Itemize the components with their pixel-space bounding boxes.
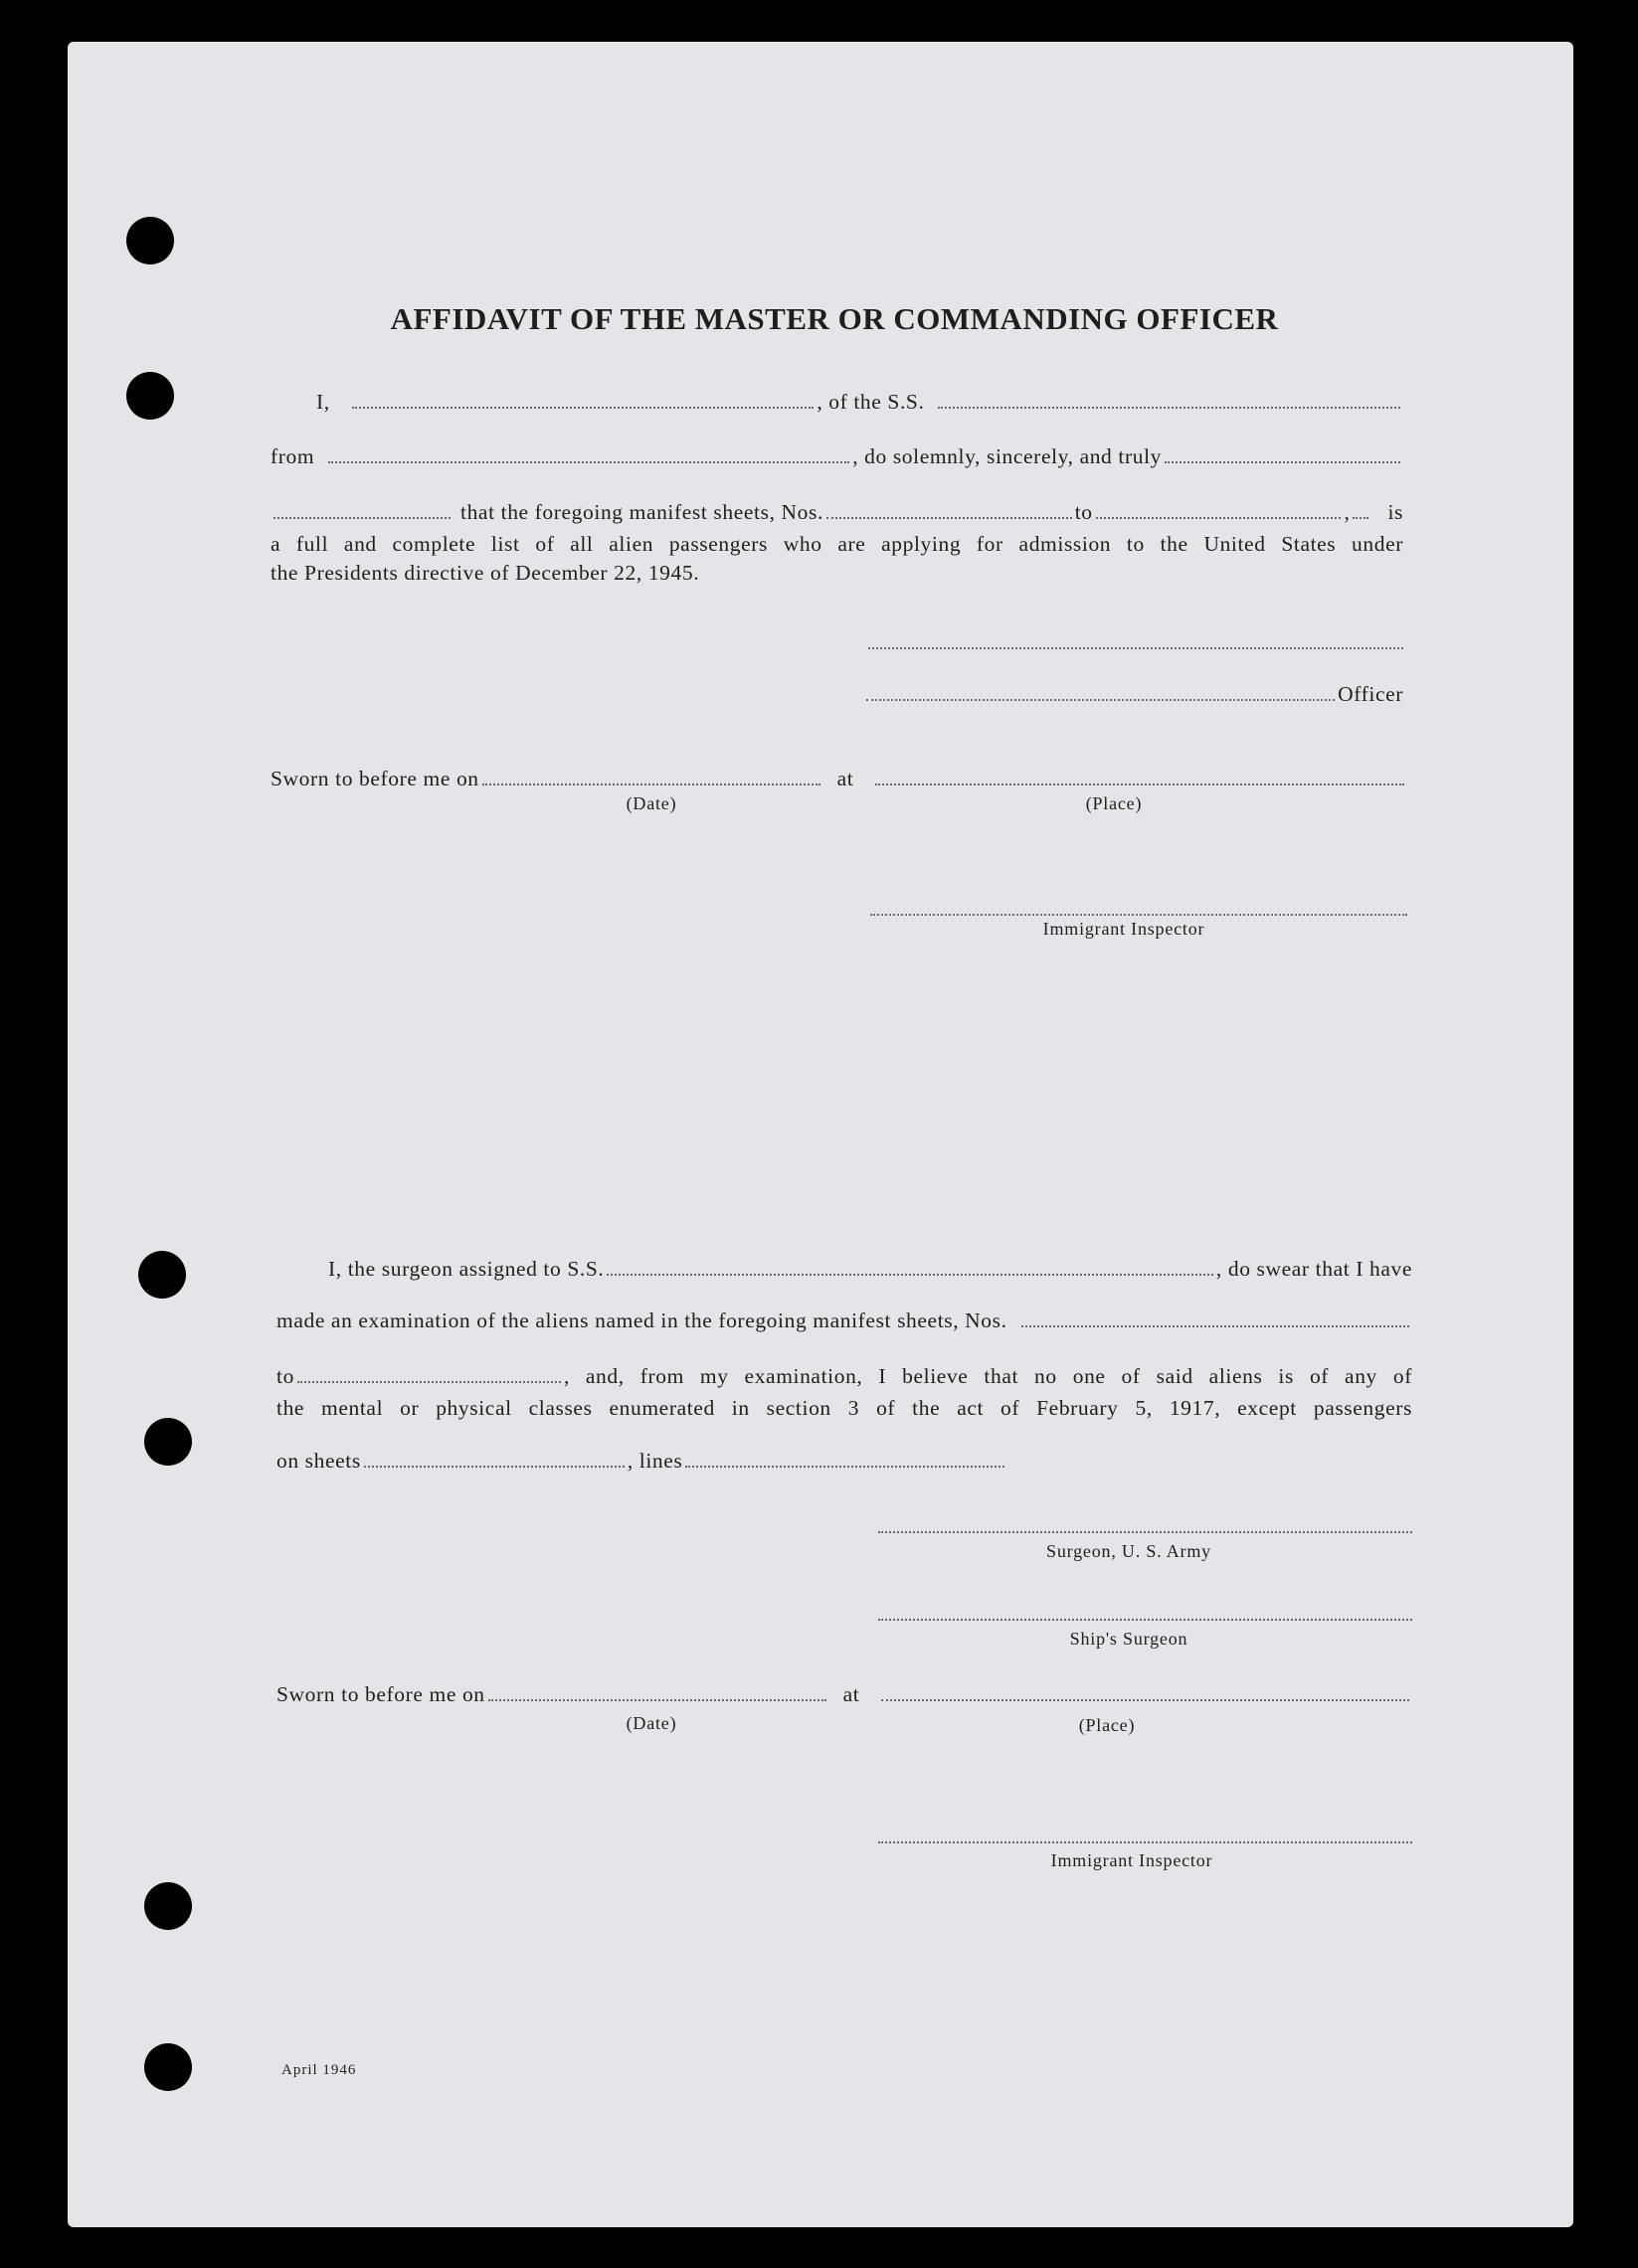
surgeon-inspector-caption: Immigrant Inspector bbox=[1050, 1850, 1213, 1870]
surgeon-line-5-b: , lines bbox=[627, 1449, 683, 1473]
surgeon-line-2-a: made an examination of the aliens named in the foregoing manifest sheets, Nos. bbox=[276, 1308, 1007, 1332]
surgeon-date-caption: (Date) bbox=[626, 1713, 677, 1733]
surgeon-sworn-line bbox=[276, 1682, 1412, 1707]
master-sheets-extra-field[interactable] bbox=[1353, 513, 1368, 519]
army-surgeon-caption: Surgeon, U. S. Army bbox=[1046, 1541, 1211, 1561]
punch-hole bbox=[144, 2043, 192, 2091]
master-line-3-d: is bbox=[1387, 500, 1403, 524]
surgeon-line-1-b: , do swear that I have bbox=[1215, 1257, 1412, 1281]
master-signature-field[interactable] bbox=[868, 647, 1403, 649]
surgeon-line-4: the mental or physical classes enumerated in section 3 of the act of February 5, 1917, except passengers bbox=[276, 1396, 1412, 1420]
master-line-3-a: that the foregoing manifest sheets, Nos. bbox=[460, 500, 823, 524]
surgeon-sheets-field[interactable] bbox=[364, 1462, 625, 1468]
master-name-field[interactable] bbox=[352, 403, 815, 409]
master-date-caption: (Date) bbox=[626, 793, 677, 813]
master-line-2-b: , do solemnly, sincerely, and truly bbox=[852, 444, 1162, 468]
ships-surgeon-caption: Ship's Surgeon bbox=[1069, 1629, 1188, 1649]
master-sheets-to-field[interactable] bbox=[1096, 513, 1342, 519]
form-title: AFFIDAVIT OF THE MASTER OR COMMANDING OFFICER bbox=[390, 301, 1279, 336]
master-line-2 bbox=[271, 444, 1403, 469]
master-line-5: the Presidents directive of December 22, 1945. bbox=[271, 561, 700, 585]
surgeon-lines-field[interactable] bbox=[685, 1462, 1004, 1468]
master-sworn-place-field[interactable] bbox=[875, 780, 1404, 785]
master-sworn-a: Sworn to before me on bbox=[271, 767, 479, 790]
master-line-4: a full and complete list of all alien passengers who are applying for admission to the United States under bbox=[271, 532, 1403, 556]
master-line-3-c: , bbox=[1344, 500, 1351, 524]
master-inspector-signature-field[interactable] bbox=[870, 914, 1407, 916]
master-sworn-date-field[interactable] bbox=[482, 780, 820, 785]
master-officer-line bbox=[863, 682, 1403, 707]
punch-hole bbox=[144, 1418, 192, 1466]
surgeon-ship-field[interactable] bbox=[607, 1270, 1213, 1276]
surgeon-sworn-place-field[interactable] bbox=[881, 1695, 1409, 1701]
master-from-field[interactable] bbox=[328, 457, 849, 463]
master-inspector-caption: Immigrant Inspector bbox=[1042, 919, 1205, 939]
surgeon-line-2 bbox=[276, 1308, 1412, 1333]
punch-hole bbox=[126, 372, 174, 420]
army-surgeon-signature-field[interactable] bbox=[878, 1531, 1412, 1533]
punch-hole bbox=[126, 217, 174, 264]
surgeon-sworn-a: Sworn to before me on bbox=[276, 1682, 485, 1706]
surgeon-line-5-a: on sheets bbox=[276, 1449, 361, 1473]
surgeon-place-caption: (Place) bbox=[1078, 1715, 1136, 1735]
form-edition-date: April 1946 bbox=[281, 2062, 357, 2078]
master-line-3 bbox=[271, 500, 1403, 525]
master-line-1 bbox=[316, 390, 1403, 415]
punch-hole bbox=[144, 1882, 192, 1930]
surgeon-sheets-from-field[interactable] bbox=[1021, 1321, 1409, 1327]
master-oath-field[interactable] bbox=[1165, 457, 1400, 463]
surgeon-line-3-b: , and, from my examination, I believe that no one of said aliens is of any of bbox=[563, 1364, 1412, 1388]
form-page bbox=[68, 42, 1573, 2227]
master-line-1-b: , of the S.S. bbox=[817, 390, 925, 414]
ships-surgeon-signature-field[interactable] bbox=[878, 1619, 1412, 1621]
surgeon-line-3-a: to bbox=[276, 1364, 294, 1388]
master-line-2-a: from bbox=[271, 444, 315, 468]
surgeon-sworn-b: at bbox=[842, 1682, 860, 1706]
surgeon-sworn-date-field[interactable] bbox=[488, 1695, 826, 1701]
master-officer-label: Officer bbox=[1338, 682, 1403, 706]
master-line-3-b: to bbox=[1074, 500, 1093, 524]
master-place-caption: (Place) bbox=[1085, 793, 1143, 813]
surgeon-inspector-signature-field[interactable] bbox=[878, 1841, 1412, 1843]
surgeon-line-3 bbox=[276, 1364, 1412, 1389]
master-line-1-a: I, bbox=[316, 390, 330, 414]
surgeon-sheets-to-field[interactable] bbox=[297, 1377, 561, 1383]
master-oath-continued-field[interactable] bbox=[273, 513, 451, 519]
master-sworn-line bbox=[271, 767, 1407, 791]
surgeon-line-1 bbox=[328, 1257, 1412, 1282]
master-ship-field[interactable] bbox=[938, 403, 1400, 409]
surgeon-line-5 bbox=[276, 1449, 1007, 1474]
surgeon-line-1-a: I, the surgeon assigned to S.S. bbox=[328, 1257, 605, 1281]
master-officer-title-field[interactable] bbox=[866, 695, 1335, 701]
punch-hole bbox=[138, 1251, 186, 1299]
master-sheets-from-field[interactable] bbox=[826, 513, 1072, 519]
master-sworn-b: at bbox=[836, 767, 854, 790]
